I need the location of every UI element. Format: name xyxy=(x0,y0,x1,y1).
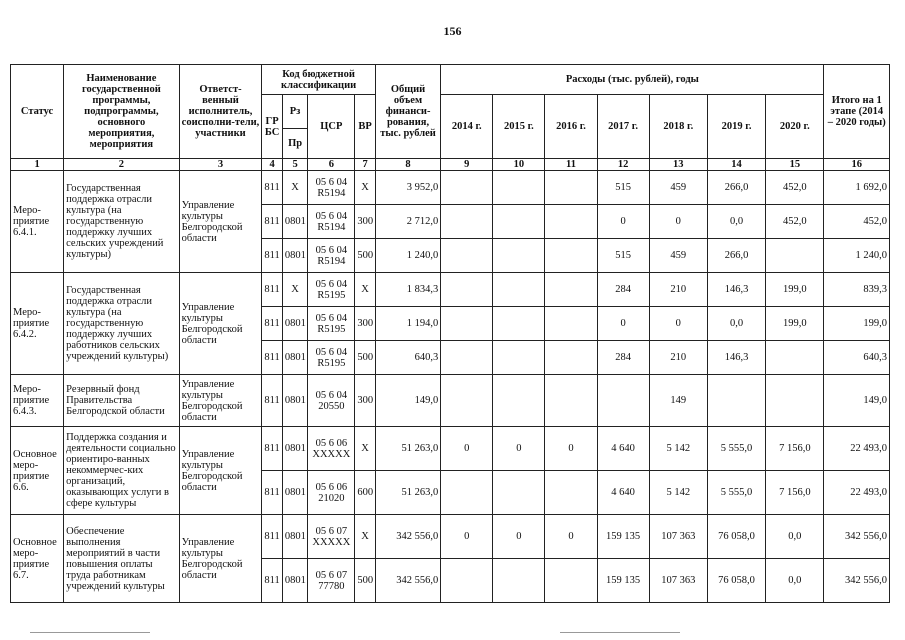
year-2016-cell: 0 xyxy=(545,515,597,559)
year-2018-cell: 107 363 xyxy=(649,559,707,603)
csr-cell: 05 6 04 R5194 xyxy=(308,205,355,239)
year-2014-cell xyxy=(441,273,493,307)
year-2020-cell: 199,0 xyxy=(766,307,824,341)
grbs-cell: 811 xyxy=(262,515,282,559)
year-2015-cell xyxy=(493,273,545,307)
year-2014-cell xyxy=(441,205,493,239)
year-2019-cell: 0,0 xyxy=(707,205,765,239)
stage-total-cell: 640,3 xyxy=(824,341,890,375)
year-2017-cell: 159 135 xyxy=(597,559,649,603)
year-2016-cell xyxy=(545,205,597,239)
executor-cell: Управление культуры Белгородской области xyxy=(179,375,262,427)
grbs-cell: 811 xyxy=(262,273,282,307)
table-row xyxy=(11,515,890,559)
year-2015-cell xyxy=(493,171,545,205)
rz-pr-cell: 0801 xyxy=(282,205,308,239)
rz-pr-cell: 0801 xyxy=(282,239,308,273)
csr-cell: 05 6 07 77780 xyxy=(308,559,355,603)
header-year-2016: 2016 г. xyxy=(545,95,597,159)
year-2015-cell: 0 xyxy=(493,427,545,471)
vr-cell: 500 xyxy=(355,559,375,603)
stage-total-cell: 22 493,0 xyxy=(824,471,890,515)
year-2016-cell xyxy=(545,171,597,205)
year-2018-cell: 459 xyxy=(649,239,707,273)
page-number: 156 xyxy=(443,24,462,38)
total-cell: 1 240,0 xyxy=(375,239,440,273)
vr-cell: Х xyxy=(355,515,375,559)
rz-pr-cell: Х xyxy=(282,273,308,307)
grbs-cell: 811 xyxy=(262,171,282,205)
header-expenses: Расходы (тыс. рублей), годы xyxy=(441,65,824,95)
rz-pr-cell: 0801 xyxy=(282,515,308,559)
total-cell: 3 952,0 xyxy=(375,171,440,205)
year-2019-cell xyxy=(707,375,765,427)
col-number: 1 xyxy=(11,159,64,171)
grbs-cell: 811 xyxy=(262,427,282,471)
status-cell: Меро-приятие 6.4.3. xyxy=(11,375,64,427)
stage-total-cell: 342 556,0 xyxy=(824,559,890,603)
grbs-cell: 811 xyxy=(262,205,282,239)
year-2015-cell xyxy=(493,375,545,427)
col-number: 13 xyxy=(649,159,707,171)
rz-pr-cell: 0801 xyxy=(282,375,308,427)
grbs-cell: 811 xyxy=(262,307,282,341)
year-2018-cell: 0 xyxy=(649,205,707,239)
year-2020-cell: 199,0 xyxy=(766,273,824,307)
year-2014-cell xyxy=(441,239,493,273)
year-2014-cell xyxy=(441,471,493,515)
year-2014-cell: 0 xyxy=(441,427,493,471)
executor-cell: Управление культуры Белгородской области xyxy=(179,427,262,515)
year-2017-cell: 0 xyxy=(597,307,649,341)
year-2018-cell: 149 xyxy=(649,375,707,427)
total-cell: 640,3 xyxy=(375,341,440,375)
col-number: 10 xyxy=(493,159,545,171)
header-year-2020: 2020 г. xyxy=(766,95,824,159)
vr-cell: Х xyxy=(355,427,375,471)
year-2016-cell xyxy=(545,559,597,603)
col-number: 8 xyxy=(375,159,440,171)
year-2015-cell xyxy=(493,471,545,515)
csr-cell: 05 6 06 21020 xyxy=(308,471,355,515)
year-2020-cell xyxy=(766,341,824,375)
year-2018-cell: 0 xyxy=(649,307,707,341)
total-cell: 342 556,0 xyxy=(375,515,440,559)
year-2020-cell: 7 156,0 xyxy=(766,471,824,515)
year-2020-cell: 7 156,0 xyxy=(766,427,824,471)
col-number: 15 xyxy=(766,159,824,171)
csr-cell: 05 6 07 ХХХХХ xyxy=(308,515,355,559)
year-2019-cell: 0,0 xyxy=(707,307,765,341)
executor-cell: Управление культуры Белгородской области xyxy=(179,515,262,603)
year-2020-cell: 0,0 xyxy=(766,515,824,559)
stage-total-cell: 1 240,0 xyxy=(824,239,890,273)
vr-cell: 500 xyxy=(355,239,375,273)
year-2015-cell xyxy=(493,205,545,239)
vr-cell: 300 xyxy=(355,307,375,341)
year-2018-cell: 459 xyxy=(649,171,707,205)
stage-total-cell: 1 692,0 xyxy=(824,171,890,205)
table-row xyxy=(11,375,890,427)
year-2020-cell: 452,0 xyxy=(766,171,824,205)
year-2017-cell: 515 xyxy=(597,239,649,273)
status-cell: Меро-приятие 6.4.2. xyxy=(11,273,64,375)
grbs-cell: 811 xyxy=(262,375,282,427)
vr-cell: Х xyxy=(355,171,375,205)
col-number: 3 xyxy=(179,159,262,171)
csr-cell: 05 6 04 R5194 xyxy=(308,239,355,273)
csr-cell: 05 6 04 R5195 xyxy=(308,273,355,307)
csr-cell: 05 6 06 ХХХХХ xyxy=(308,427,355,471)
budget-table xyxy=(10,64,890,603)
rz-pr-cell: Х xyxy=(282,171,308,205)
header-csr: ЦСР xyxy=(308,95,355,159)
footer-rule-left xyxy=(30,632,150,633)
year-2015-cell xyxy=(493,307,545,341)
col-number: 4 xyxy=(262,159,282,171)
year-2019-cell: 146,3 xyxy=(707,341,765,375)
total-cell: 51 263,0 xyxy=(375,471,440,515)
col-number: 6 xyxy=(308,159,355,171)
col-number: 5 xyxy=(282,159,308,171)
year-2016-cell xyxy=(545,375,597,427)
year-2015-cell xyxy=(493,341,545,375)
year-2014-cell xyxy=(441,307,493,341)
col-number: 7 xyxy=(355,159,375,171)
vr-cell: 600 xyxy=(355,471,375,515)
rz-pr-cell: 0801 xyxy=(282,559,308,603)
total-cell: 2 712,0 xyxy=(375,205,440,239)
stage-total-cell: 199,0 xyxy=(824,307,890,341)
status-cell: Меро-приятие 6.4.1. xyxy=(11,171,64,273)
status-cell: Основное меро-приятие 6.7. xyxy=(11,515,64,603)
year-2019-cell: 146,3 xyxy=(707,273,765,307)
name-cell: Поддержка создания и деятельности социально ориентиро-ванных некоммерчес-ких организаций, оказывающих услуги в сфере культуры xyxy=(64,427,179,515)
year-2016-cell xyxy=(545,471,597,515)
executor-cell: Управление культуры Белгородской области xyxy=(179,273,262,375)
grbs-cell: 811 xyxy=(262,341,282,375)
header-budget-code: Код бюджетной классификации xyxy=(262,65,375,95)
year-2014-cell: 0 xyxy=(441,515,493,559)
year-2019-cell: 76 058,0 xyxy=(707,559,765,603)
stage-total-cell: 342 556,0 xyxy=(824,515,890,559)
grbs-cell: 811 xyxy=(262,559,282,603)
table-row xyxy=(11,427,890,471)
header-name: Наименование государственной программы, подпрограммы, основного мероприятия, мероприятия xyxy=(64,65,179,159)
header-grbs: ГР БС xyxy=(262,95,282,159)
year-2016-cell: 0 xyxy=(545,427,597,471)
year-2017-cell: 284 xyxy=(597,341,649,375)
year-2014-cell xyxy=(441,375,493,427)
col-number: 16 xyxy=(824,159,890,171)
header-total-volume: Общий объем финанси-рования, тыс. рублей xyxy=(375,65,440,159)
year-2019-cell: 5 555,0 xyxy=(707,471,765,515)
year-2020-cell: 0,0 xyxy=(766,559,824,603)
total-cell: 149,0 xyxy=(375,375,440,427)
header-status: Статус xyxy=(11,65,64,159)
year-2015-cell xyxy=(493,239,545,273)
grbs-cell: 811 xyxy=(262,239,282,273)
year-2018-cell: 5 142 xyxy=(649,427,707,471)
year-2016-cell xyxy=(545,341,597,375)
stage-total-cell: 452,0 xyxy=(824,205,890,239)
total-cell: 51 263,0 xyxy=(375,427,440,471)
year-2016-cell xyxy=(545,239,597,273)
stage-total-cell: 149,0 xyxy=(824,375,890,427)
year-2015-cell xyxy=(493,559,545,603)
executor-cell: Управление культуры Белгородской области xyxy=(179,171,262,273)
year-2016-cell xyxy=(545,273,597,307)
stage-total-cell: 839,3 xyxy=(824,273,890,307)
rz-pr-cell: 0801 xyxy=(282,307,308,341)
header-year-2014: 2014 г. xyxy=(441,95,493,159)
year-2017-cell: 4 640 xyxy=(597,471,649,515)
rz-pr-cell: 0801 xyxy=(282,427,308,471)
header-year-2019: 2019 г. xyxy=(707,95,765,159)
table-row xyxy=(11,273,890,307)
name-cell: Государственная поддержка отрасли культура (на государственную поддержку лучших сельских учреждений культуры) xyxy=(64,171,179,273)
footer-rule-right xyxy=(560,632,680,633)
year-2017-cell: 4 640 xyxy=(597,427,649,471)
header-pr: Пр xyxy=(282,129,308,159)
year-2017-cell: 0 xyxy=(597,205,649,239)
col-number: 2 xyxy=(64,159,179,171)
year-2019-cell: 266,0 xyxy=(707,171,765,205)
year-2020-cell xyxy=(766,239,824,273)
header-year-2017: 2017 г. xyxy=(597,95,649,159)
header-vr: ВР xyxy=(355,95,375,159)
total-cell: 1 834,3 xyxy=(375,273,440,307)
vr-cell: Х xyxy=(355,273,375,307)
csr-cell: 05 6 04 R5194 xyxy=(308,171,355,205)
year-2014-cell xyxy=(441,171,493,205)
header-year-2015: 2015 г. xyxy=(493,95,545,159)
year-2017-cell: 515 xyxy=(597,171,649,205)
col-number: 14 xyxy=(707,159,765,171)
year-2014-cell xyxy=(441,341,493,375)
header-rz: Рз xyxy=(282,95,308,129)
stage-total-cell: 22 493,0 xyxy=(824,427,890,471)
vr-cell: 300 xyxy=(355,375,375,427)
year-2017-cell: 159 135 xyxy=(597,515,649,559)
year-2019-cell: 5 555,0 xyxy=(707,427,765,471)
header-executor: Ответст-венный исполнитель, соисполни-тели, участники xyxy=(179,65,262,159)
name-cell: Резервный фонд Правительства Белгородской области xyxy=(64,375,179,427)
status-cell: Основное меро-приятие 6.6. xyxy=(11,427,64,515)
csr-cell: 05 6 04 20550 xyxy=(308,375,355,427)
grbs-cell: 811 xyxy=(262,471,282,515)
year-2018-cell: 210 xyxy=(649,273,707,307)
col-number: 12 xyxy=(597,159,649,171)
csr-cell: 05 6 04 R5195 xyxy=(308,341,355,375)
year-2020-cell xyxy=(766,375,824,427)
header-stage-total: Итого на 1 этапе (2014 – 2020 годы) xyxy=(824,65,890,159)
col-number: 11 xyxy=(545,159,597,171)
rz-pr-cell: 0801 xyxy=(282,471,308,515)
rz-pr-cell: 0801 xyxy=(282,341,308,375)
total-cell: 342 556,0 xyxy=(375,559,440,603)
year-2017-cell: 284 xyxy=(597,273,649,307)
year-2019-cell: 266,0 xyxy=(707,239,765,273)
year-2018-cell: 5 142 xyxy=(649,471,707,515)
year-2020-cell: 452,0 xyxy=(766,205,824,239)
vr-cell: 300 xyxy=(355,205,375,239)
year-2016-cell xyxy=(545,307,597,341)
name-cell: Обеспечение выполнения мероприятий в части повышения оплаты труда работникам учреждений культуры xyxy=(64,515,179,603)
header-year-2018: 2018 г. xyxy=(649,95,707,159)
year-2014-cell xyxy=(441,559,493,603)
year-2015-cell: 0 xyxy=(493,515,545,559)
name-cell: Государственная поддержка отрасли культура (на государственную поддержку лучших работников сельских учреждений культуры) xyxy=(64,273,179,375)
year-2019-cell: 76 058,0 xyxy=(707,515,765,559)
year-2017-cell xyxy=(597,375,649,427)
table-row xyxy=(11,171,890,205)
year-2018-cell: 210 xyxy=(649,341,707,375)
total-cell: 1 194,0 xyxy=(375,307,440,341)
year-2018-cell: 107 363 xyxy=(649,515,707,559)
csr-cell: 05 6 04 R5195 xyxy=(308,307,355,341)
vr-cell: 500 xyxy=(355,341,375,375)
col-number: 9 xyxy=(441,159,493,171)
